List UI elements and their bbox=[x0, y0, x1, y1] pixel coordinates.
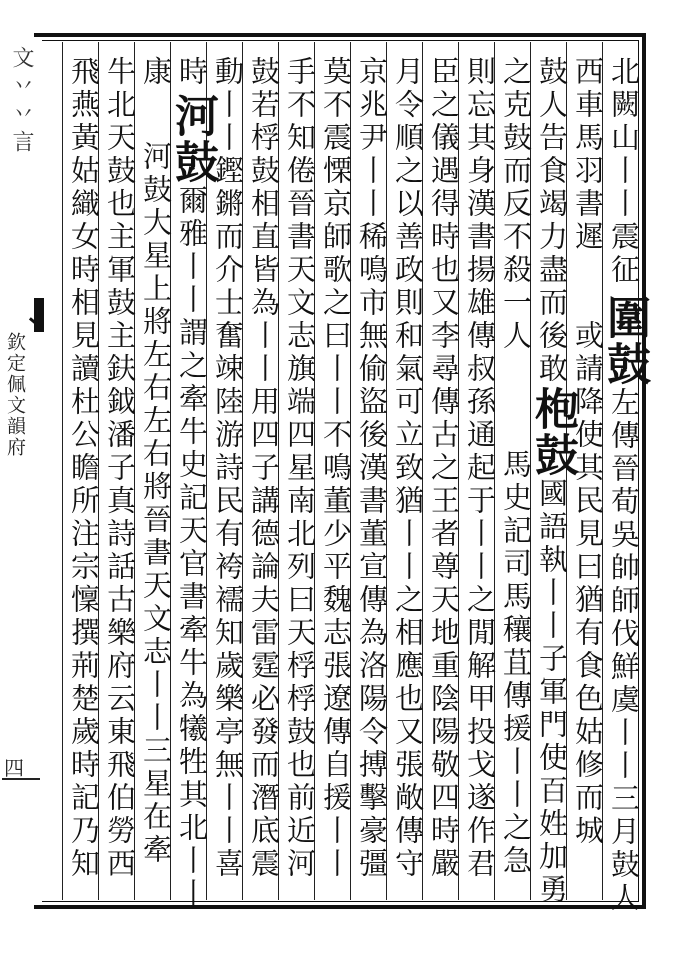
column-text: 莫不震慄京師歌之曰丨丨不鳴董少平魏志張遼傳自援丨丨 bbox=[319, 56, 353, 881]
column-text: 則忘其身漢書揚雄傳叔孫通起于丨丨之閒解甲投戈遂作君 bbox=[463, 56, 497, 881]
column-text: 牛北天鼓也主軍鼓主鈇鉞潘子真詩話古樂府云東飛伯勞西 bbox=[103, 56, 137, 881]
margin-top-fragment: 文丷丷言 bbox=[9, 46, 34, 158]
column-text: 左傳晉荀吳帥師伐鮮虞丨丨三月鼓人 bbox=[607, 387, 641, 915]
entry-heading-weigu: 圍鼓 bbox=[599, 295, 650, 387]
column-text: 之克鼓而反不殺一人 bbox=[499, 56, 533, 353]
text-column-1 bbox=[599, 56, 650, 915]
column-text: 爾雅丨丨謂之牽牛史記天官書牽牛為犧牲其北丨丨 bbox=[175, 185, 209, 911]
text-column-2 bbox=[570, 56, 606, 906]
column-text: 北闕山丨丨震征 bbox=[607, 56, 641, 287]
text-column-11 bbox=[246, 56, 282, 906]
column-text: 飛燕黃姑織女時相見讀杜公瞻所注宗懍撰荊楚歲時記乃知 bbox=[67, 56, 101, 881]
book-title: 欽定佩文韻府 bbox=[4, 332, 26, 458]
text-column-14 bbox=[138, 56, 174, 906]
column-text: 河鼓大星上將左右左右將晉書天文志丨丨三星在牽 bbox=[139, 141, 173, 867]
text-column-10 bbox=[282, 56, 318, 906]
text-column-6 bbox=[426, 56, 462, 906]
column-text: 鼓若桴鼓相直皆為丨丨用四子講德論夫雷霆必發而潛底震 bbox=[247, 56, 281, 881]
text-column-5 bbox=[462, 56, 498, 906]
column-text: 時 bbox=[175, 56, 209, 89]
text-column-9 bbox=[318, 56, 354, 906]
column-text: 鼓人告食竭力盡而後敢 bbox=[535, 56, 569, 386]
column-text: 西車馬羽書遲 bbox=[571, 56, 605, 254]
text-column-13 bbox=[167, 56, 218, 911]
text-column-8 bbox=[354, 56, 390, 906]
column-text: 國語執丨丨子軍門使百姓加勇 bbox=[535, 478, 569, 907]
text-column-16 bbox=[66, 56, 102, 906]
column-text: 京兆尹丨丨稀鳴市無偷盜後漢書董宣傳為洛陽令搏擊豪彊 bbox=[355, 56, 389, 881]
column-text: 手不知倦晉書天文志旗端四星南北列曰天桴桴鼓也前近河 bbox=[283, 56, 317, 881]
page-number: 四 bbox=[4, 756, 24, 780]
column-text: 康 bbox=[139, 56, 173, 89]
entry-heading-fugu: 枹鼓 bbox=[527, 386, 578, 478]
column-text: 臣之儀遇得時也又李尋傳古之王者尊天地重陰陽敬四時嚴 bbox=[427, 56, 461, 881]
column-text: 動丨丨鏗鏘而介士奮竦陸游詩民有袴襦知歲樂亭無丨丨喜 bbox=[211, 56, 245, 881]
text-column-15 bbox=[102, 56, 138, 906]
text-column-4 bbox=[498, 56, 534, 906]
column-text: 馬史記司馬穰苴傳援丨丨之急 bbox=[499, 449, 533, 878]
text-column-3 bbox=[527, 56, 578, 907]
entry-heading-hegu: 河鼓 bbox=[167, 93, 218, 185]
column-rule bbox=[62, 42, 63, 900]
column-text: 或請降使其民見曰猶有食色姑修而城 bbox=[571, 320, 605, 848]
text-column-7 bbox=[390, 56, 426, 906]
column-text: 月令順之以善政則和氣可立致猶丨丨之相應也又張敞傳守 bbox=[391, 56, 425, 881]
